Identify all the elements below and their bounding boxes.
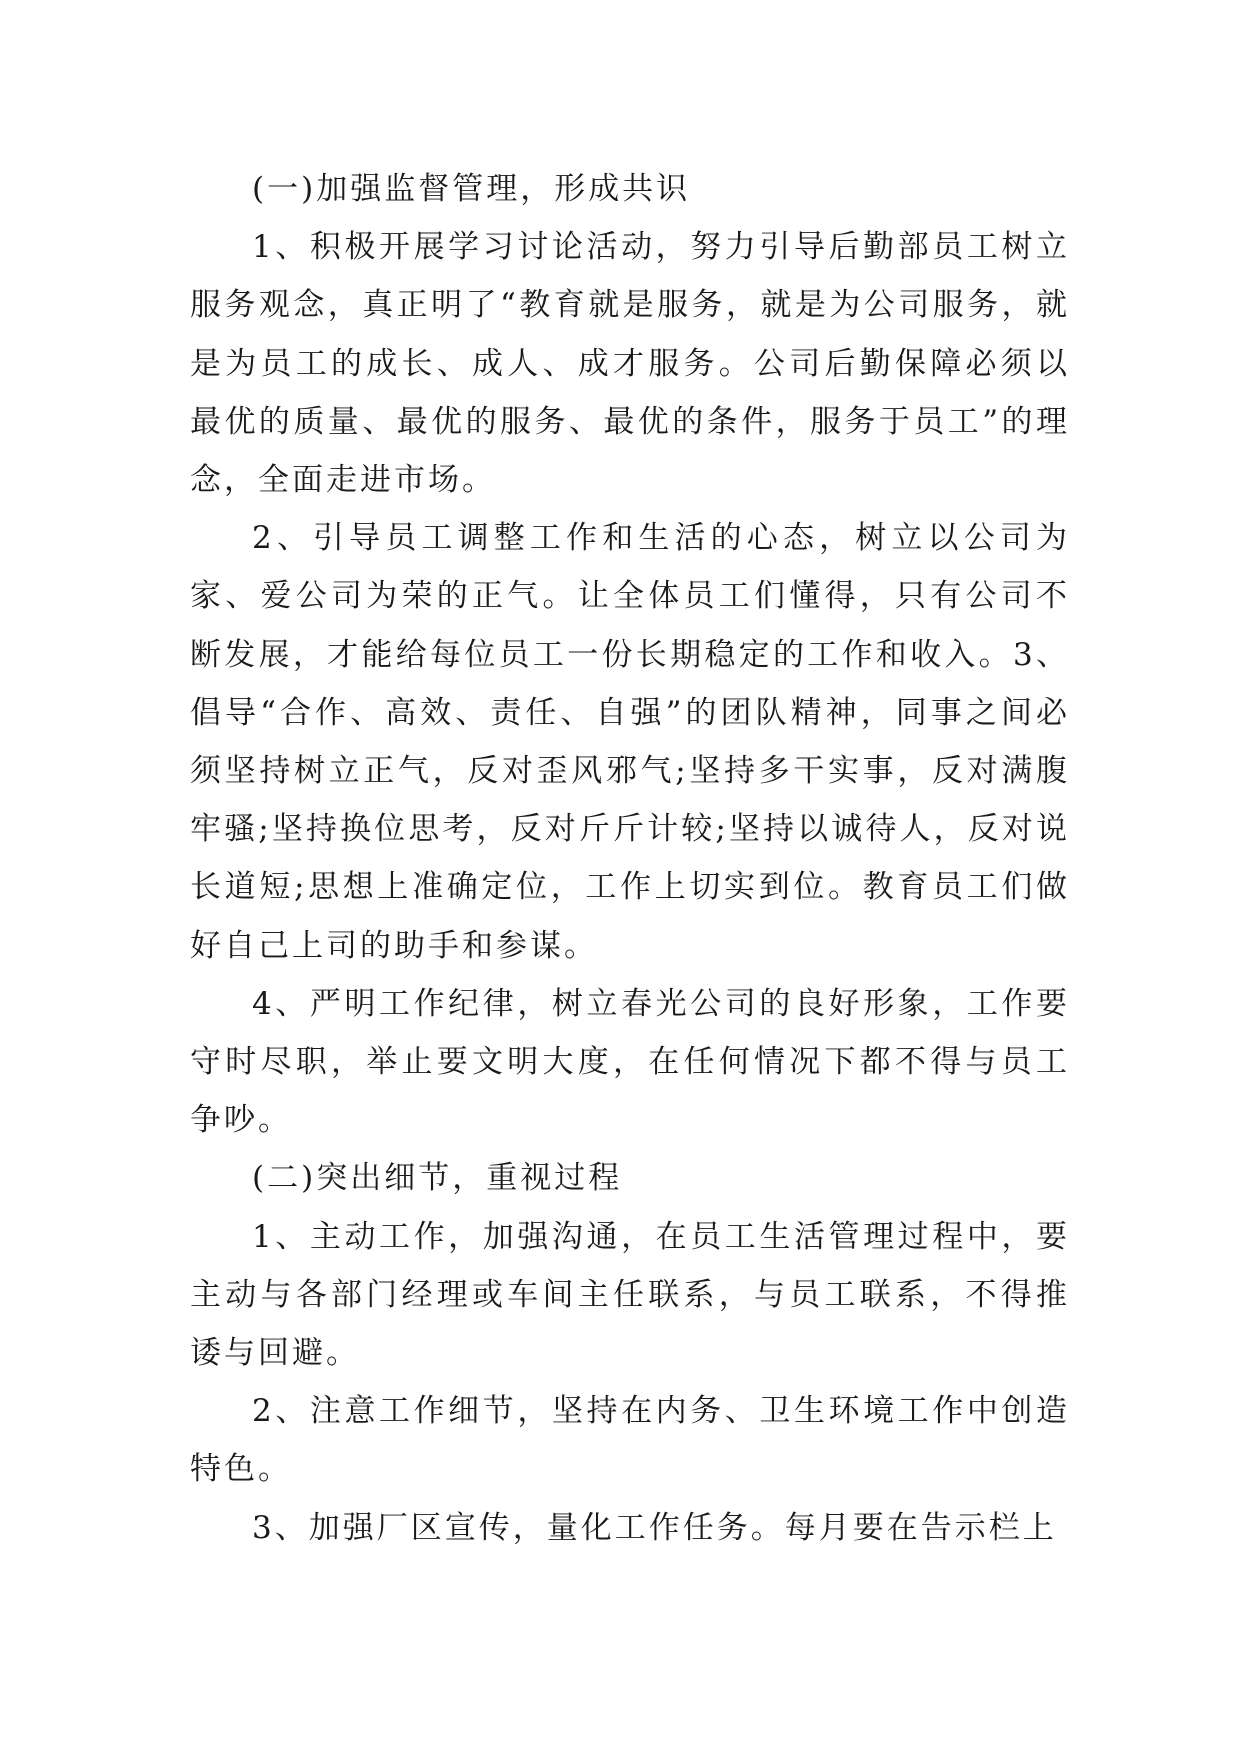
paragraph: 2、注意工作细节，坚持在内务、卫生环境工作中创造特色。	[190, 1393, 1070, 1488]
paragraph: 4、严明工作纪律，树立春光公司的良好形象，工作要守时尽职，举止要文明大度，在任何情况下都不得与员工争吵。	[190, 985, 1070, 1139]
section-heading-1: (一)加强监督管理，形成共识	[252, 171, 691, 207]
paragraph: 2、引导员工调整工作和生活的心态，树立以公司为家、爱公司为荣的正气。让全体员工们懂得，只有公司不断发展，才能给每位员工一份长期稳定的工作和收入。3、倡导“合作、高效、责任、自强”的团队精神，同事之间必须坚持树立正气，反对歪风邪气;坚持多干实事，反对满腹牢骚;坚持换位思考，反对斤斤计较;坚持以诚待人，反对说长道短;思想上准确定位，工作上切实到位。教育员工们做好自己上司的助手和参谋。	[190, 520, 1070, 964]
document-body	[190, 160, 1070, 1557]
section-heading-2: (二)突出细节，重视过程	[252, 1160, 623, 1197]
paragraph: 1、积极开展学习讨论活动，努力引导后勤部员工树立服务观念，真正明了“教育就是服务，就是为公司服务，就是为员工的成长、成人、成才服务。公司后勤保障必须以最优的质量、最优的服务、最优的条件，服务于员工”的理念，全面走进市场。	[190, 229, 1070, 499]
paragraph: 3、加强厂区宣传，量化工作任务。每月要在告示栏上	[252, 1509, 1057, 1546]
paragraph: 1、主动工作，加强沟通，在员工生活管理过程中，要主动与各部门经理或车间主任联系，与员工联系，不得推诿与回避。	[190, 1218, 1070, 1372]
